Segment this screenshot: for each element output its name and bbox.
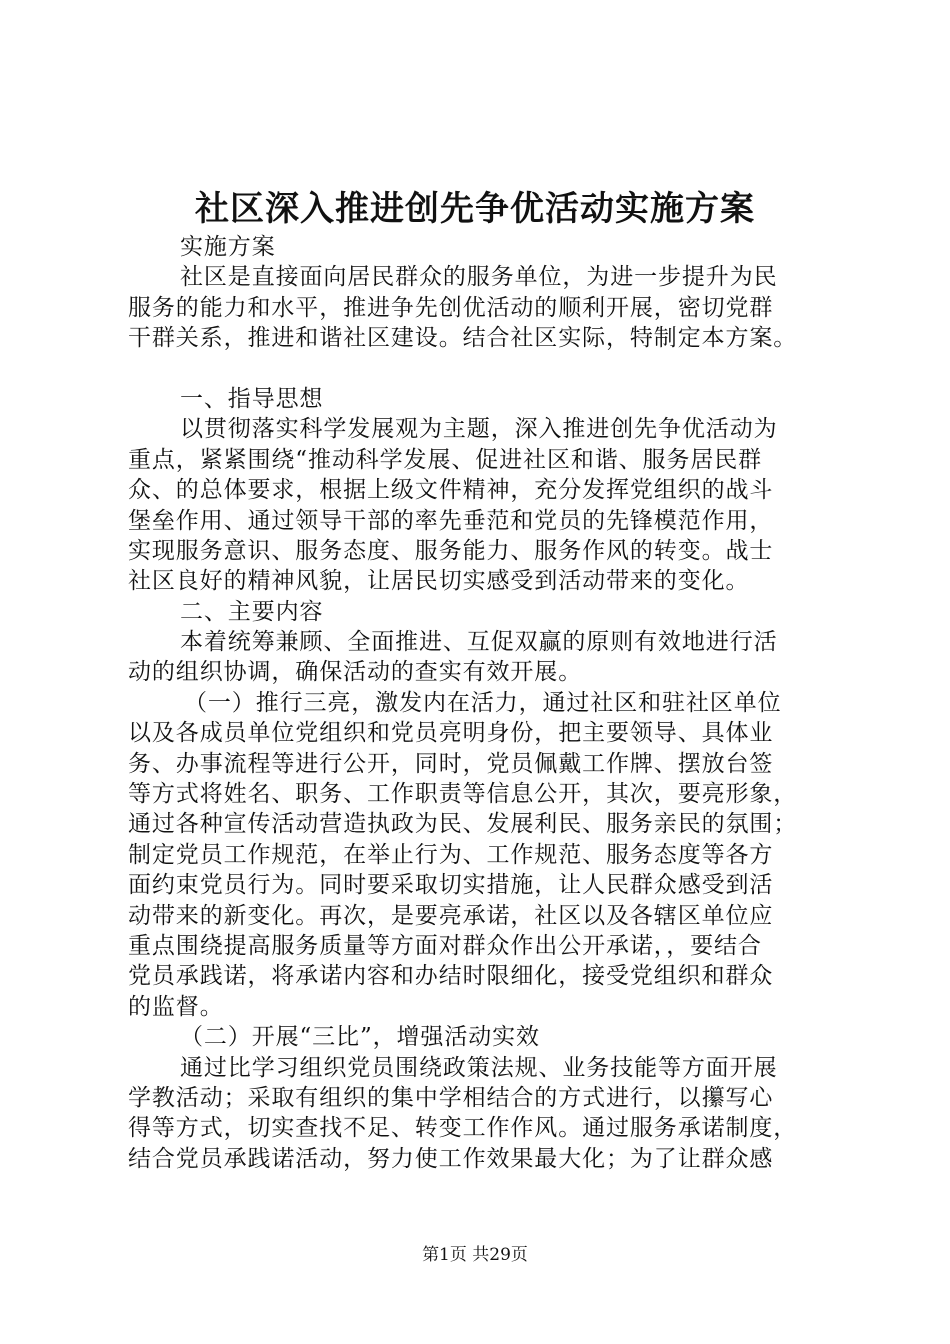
- paragraph-line: 众、的总体要求，根据上级文件精神，充分发挥党组织的战斗: [128, 477, 774, 504]
- paragraph-heading-plan: 实施方案: [180, 234, 276, 260]
- paragraph-line: 社区是直接面向居民群众的服务单位，为进一步提升为民: [180, 264, 778, 291]
- paragraph-line: 党员承践诺，将承诺内容和办结时限细化，接受党组织和群众: [128, 963, 774, 990]
- paragraph-line: 以贯彻落实科学发展观为主题，深入推进创先争优活动为: [180, 416, 778, 443]
- paragraph-line: 动的组织协调，确保活动的查实有效开展。: [128, 659, 583, 686]
- paragraph-line: 重点，紧紧围绕“推动科学发展、促进社区和谐、服务居民群: [128, 446, 763, 473]
- page-number-footer: 第1页 共29页: [422, 1245, 528, 1265]
- paragraph-line: 动带来的新变化。再次，是要亮承诺，社区以及各辖区单位应: [128, 902, 774, 929]
- document-title: 社区深入推进创先争优活动实施方案: [195, 189, 755, 229]
- paragraph-line: 重点围绕提高服务质量等方面对群众作出公开承诺，，要结合: [128, 932, 762, 959]
- paragraph-line: 服务的能力和水平，推进争先创优活动的顺利开展，密切党群: [128, 294, 774, 321]
- paragraph-line: 务、办事流程等进行公开，同时，党员佩戴工作牌、摆放台签: [128, 750, 774, 777]
- paragraph-gap: [128, 354, 840, 384]
- paragraph-line: 的监督。: [128, 993, 224, 1020]
- paragraph-line: 制定党员工作规范，在举止行为、工作规范、服务态度等各方: [128, 841, 774, 868]
- paragraph-line: 等方式将姓名、职务、工作职责等信息公开，其次，要亮形象，: [128, 781, 798, 808]
- paragraph-line: 实现服务意识、服务态度、服务能力、服务作风的转变。战士: [128, 537, 774, 564]
- section-heading-guiding-thought: 一、指导思想: [180, 385, 324, 412]
- paragraph-line: 通过各种宣传活动营造执政为民、发展利民、服务亲民的氛围；: [128, 811, 798, 838]
- paragraph-line: 堡垒作用、通过领导干部的率先垂范和党员的先锋模范作用，: [128, 507, 774, 534]
- paragraph-line: 通过比学习组织党员围绕政策法规、业务技能等方面开展: [180, 1054, 778, 1081]
- paragraph-line: 本着统筹兼顾、全面推进、互促双赢的原则有效地进行活: [180, 629, 778, 656]
- paragraph-line: 学教活动；采取有组织的集中学相结合的方式进行，以攥写心: [128, 1084, 774, 1111]
- paragraph-line: 社区良好的精神风貌，让居民切实感受到活动带来的变化。: [128, 568, 750, 595]
- paragraph-line: 得等方式，切实查找不足、转变工作作风。通过服务承诺制度，: [128, 1115, 798, 1142]
- paragraph-line: 以及各成员单位党组织和党员亮明身份，把主要领导、具体业: [128, 720, 774, 747]
- subsection-line: （一）推行三亮，激发内在活力，通过社区和驻社区单位: [184, 689, 782, 716]
- paragraph-line: 面约束党员行为。同时要采取切实措施，让人民群众感受到活: [128, 872, 774, 899]
- paragraph-line: 结合党员承践诺活动，努力使工作效果最大化；为了让群众感: [128, 1145, 774, 1172]
- document-body: [128, 232, 840, 1174]
- subsection-heading-three-comparisons: （二）开展“三比”，增强活动实效: [180, 1024, 540, 1051]
- paragraph-line: 干群关系，推进和谐社区建设。结合社区实际，特制定本方案。: [128, 325, 798, 352]
- section-heading-main-content: 二、主要内容: [180, 598, 324, 625]
